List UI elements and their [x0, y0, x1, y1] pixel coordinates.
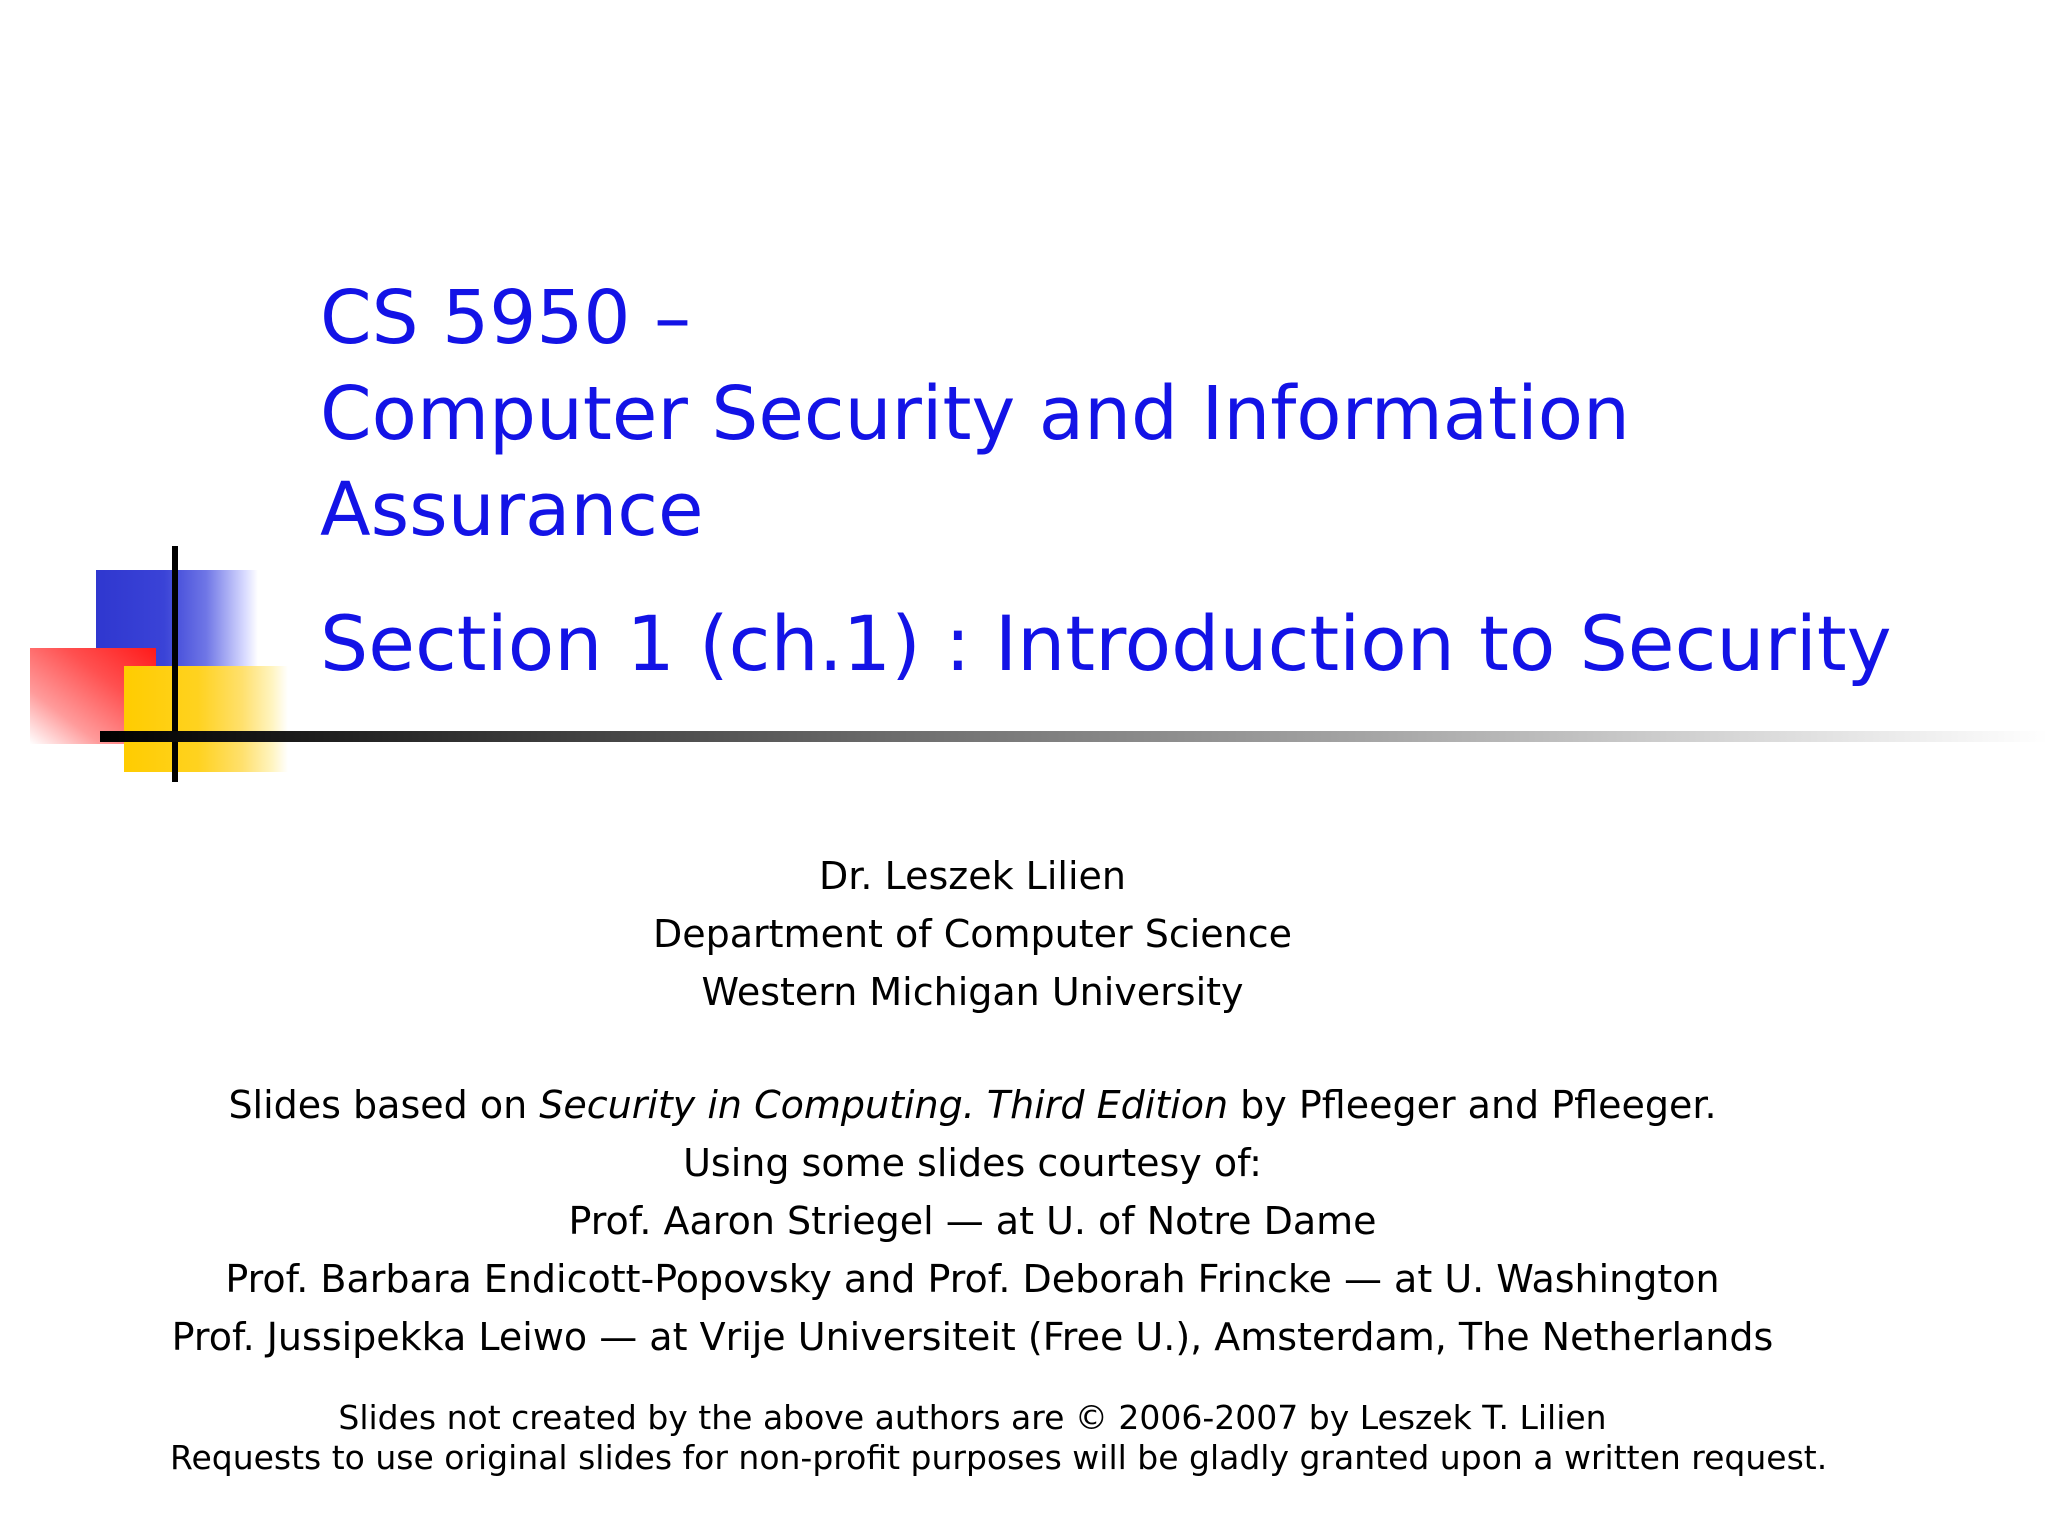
courtesy-item-2: Prof. Barbara Endicott-Popovsky and Prof. Deborah Frincke — at U. Washington: [225, 1257, 1720, 1301]
courtesy-item-1: Prof. Aaron Striegel — at U. of Notre Dame: [568, 1199, 1377, 1243]
credits-block: [170, 1076, 1775, 1366]
section-title: Section 1 (ch.1) : Introduction to Security: [320, 599, 1892, 688]
source-book-prefix: Slides based on: [228, 1083, 540, 1127]
author-name: Dr. Leszek Lilien: [819, 854, 1126, 898]
logo-yellow-square: [124, 666, 288, 772]
permission-line: Requests to use original slides for non-profit purposes will be gladly granted upon a written request.: [170, 1438, 1828, 1477]
title-line-3: Assurance: [320, 467, 704, 553]
logo-vertical-line: [172, 546, 178, 782]
title-line-1: CS 5950 –: [320, 275, 692, 361]
source-book-title: Security in Computing. Third Edition: [539, 1083, 1229, 1127]
courtesy-intro: Using some slides courtesy of:: [683, 1141, 1262, 1185]
copyright-footer: [170, 1398, 1828, 1478]
author-department: Department of Computer Science: [652, 912, 1293, 956]
slide-title: [320, 270, 1880, 558]
source-book-suffix: by Pfleeger and Pfleeger.: [1228, 1083, 1717, 1127]
courtesy-item-3: Prof. Jussipekka Leiwo — at Vrije Universiteit (Free U.), Amsterdam, The Netherlands: [171, 1315, 1774, 1359]
author-block: [170, 847, 1775, 1021]
author-university: Western Michigan University: [701, 970, 1244, 1014]
title-line-2: Computer Security and Information: [320, 371, 1630, 457]
title-rule: [100, 731, 2048, 742]
source-book-line: [170, 1076, 1775, 1134]
copyright-line: Slides not created by the above authors are © 2006-2007 by Leszek T. Lilien: [338, 1398, 1607, 1437]
